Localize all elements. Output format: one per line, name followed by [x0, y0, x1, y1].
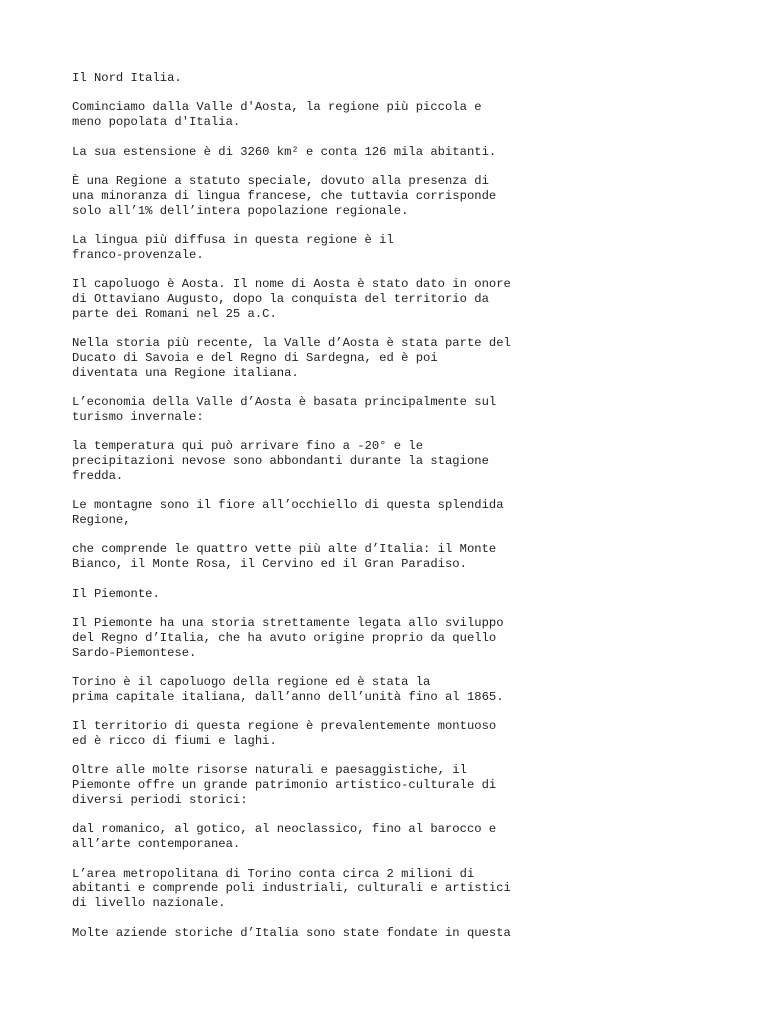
- paragraph: L’area metropolitana di Torino conta circa 2 milioni di abitanti e comprende poli industriali, culturali e artistici di livello nazionale.: [72, 866, 511, 911]
- paragraph: la temperatura qui può arrivare fino a -20° e le precipitazioni nevose sono abbondanti durante la stagione fredda.: [72, 439, 489, 483]
- paragraph: Il capoluogo è Aosta. Il nome di Aosta è stato dato in onore di Ottaviano Augusto, dopo la conquista del territorio da parte dei Romani nel 25 a.C.: [72, 277, 511, 321]
- paragraph: che comprende le quattro vette più alte d’Italia: il Monte Bianco, il Monte Rosa, il Cervino ed il Gran Paradiso.: [72, 542, 497, 572]
- document-page: [72, 71, 542, 955]
- paragraph: La lingua più diffusa in questa regione è il franco-provenzale.: [72, 232, 394, 262]
- paragraph: Il Piemonte ha una storia strettamente legata allo sviluppo del Regno d’Italia, che ha avuto origine proprio da quello Sardo-Piemontese.: [72, 616, 504, 660]
- paragraph: Il territorio di questa regione è prevalentemente montuoso ed è ricco di fiumi e laghi.: [72, 719, 497, 749]
- paragraph: Oltre alle molte risorse naturali e paesaggistiche, il Piemonte offre un grande patrimonio artistico-culturale di diversi periodi storici:: [72, 763, 497, 807]
- paragraph: Le montagne sono il fiore all’occhiello di questa splendida Regione,: [72, 498, 504, 528]
- paragraph: Torino è il capoluogo della regione ed è stata la prima capitale italiana, dall’anno dell’unità fino al 1865.: [72, 675, 504, 704]
- paragraph: Molte aziende storiche d’Italia sono state fondate in questa: [72, 925, 511, 940]
- section-heading-nord-italia: Il Nord Italia.: [72, 71, 182, 85]
- paragraph: Nella storia più recente, la Valle d’Aosta è stata parte del Ducato di Savoia e del Regno di Sardegna, ed è poi diventata una Regione italiana.: [72, 336, 511, 380]
- paragraph: L’economia della Valle d’Aosta è basata principalmente sul turismo invernale:: [72, 395, 497, 424]
- paragraph: Cominciamo dalla Valle d'Aosta, la regione più piccola e meno popolata d'Italia.: [72, 100, 482, 130]
- paragraph: È una Regione a statuto speciale, dovuto alla presenza di una minoranza di lingua francese, che tuttavia corrisponde solo all’1% dell’intera popolazione regionale.: [72, 173, 497, 218]
- section-heading-piemonte: Il Piemonte.: [72, 586, 160, 601]
- paragraph: dal romanico, al gotico, al neoclassico, fino al barocco e all’arte contemporanea.: [72, 822, 497, 852]
- paragraph: La sua estensione è di 3260 km² e conta 126 mila abitanti.: [72, 144, 497, 159]
